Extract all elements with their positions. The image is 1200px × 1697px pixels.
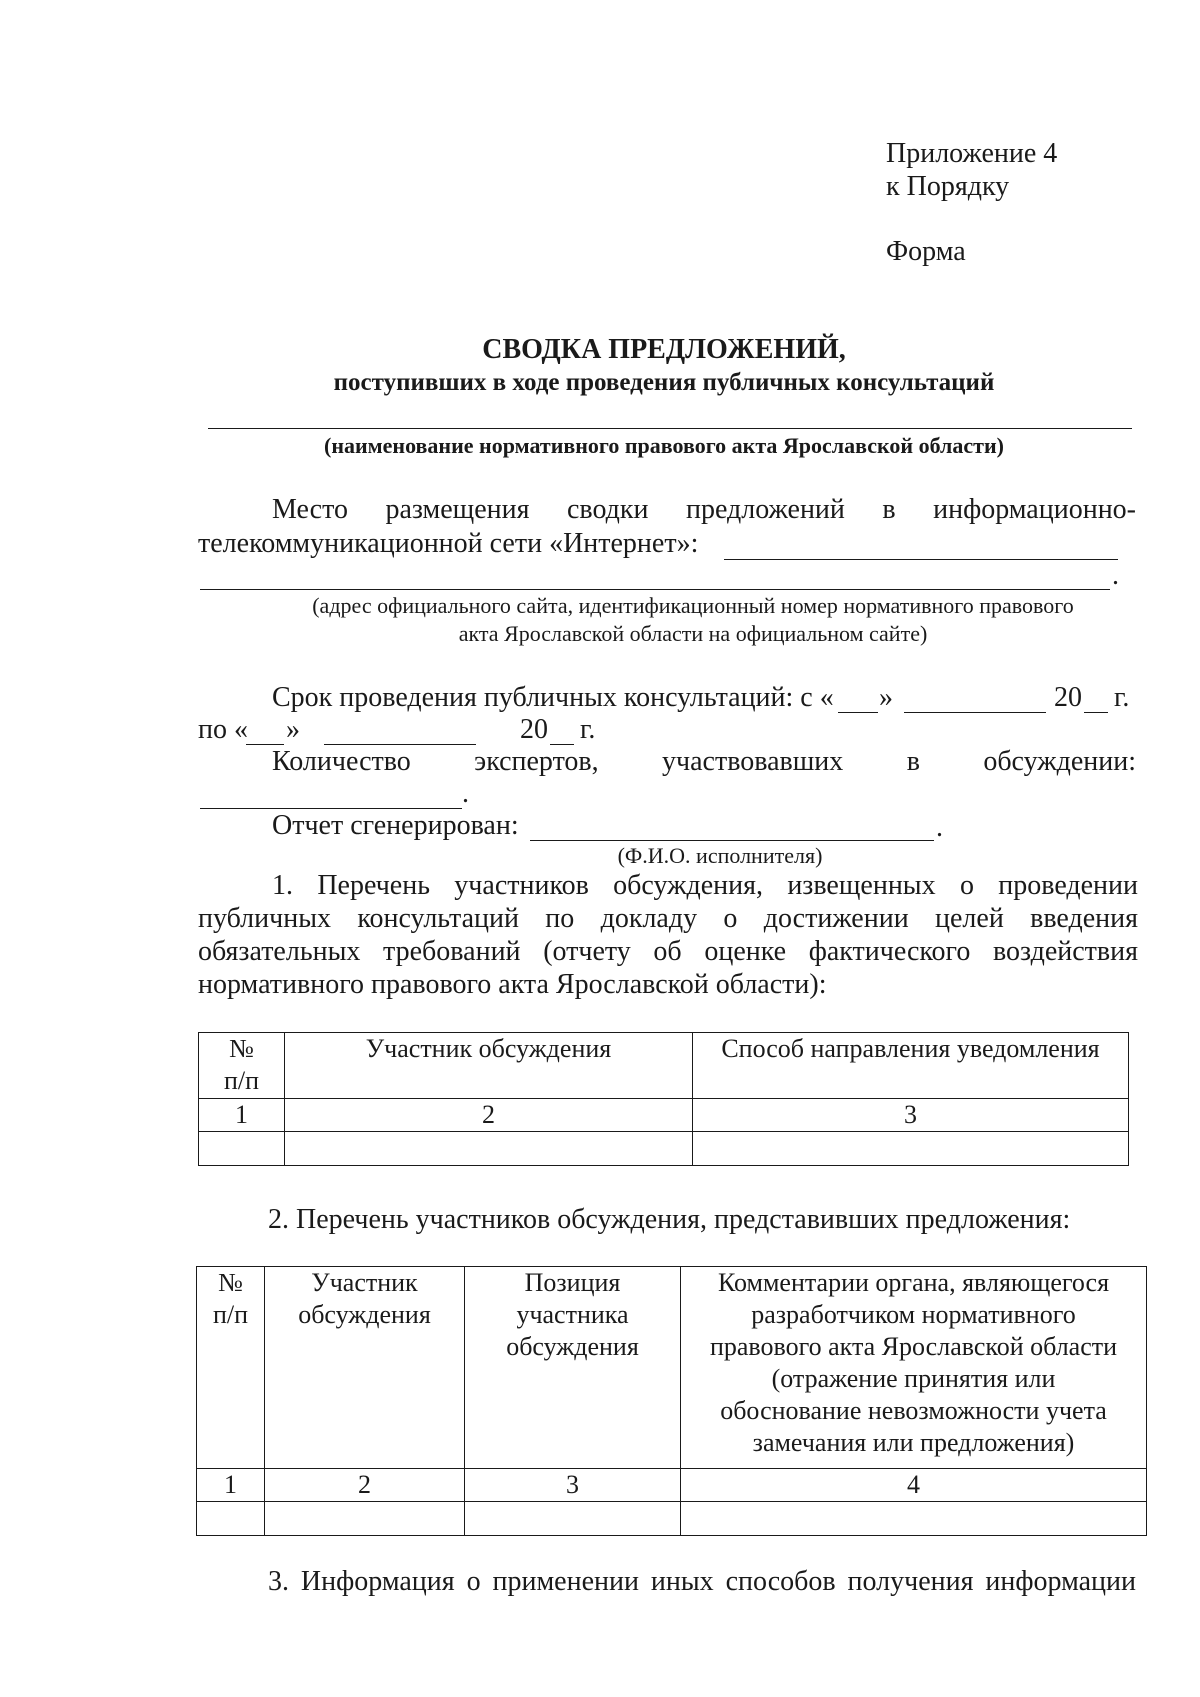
placement-line2: телекоммуникационной сети «Интернет»: — [198, 528, 699, 559]
table-row — [199, 1132, 1129, 1166]
document-subtitle: поступивших в ходе проведения публичных консультаций — [333, 369, 995, 396]
experts-word: в — [906, 746, 920, 777]
term-year-prefix: 20 — [1054, 682, 1082, 713]
section1-line: 1. Перечень участников обсуждения, извещенных о проведении — [272, 870, 1138, 901]
experts-word: участвовавших — [662, 746, 844, 777]
section2-text: 2. Перечень участников обсуждения, представивших предложения: — [268, 1204, 1071, 1235]
header-participant: Участник обсуждения — [285, 1033, 693, 1099]
placement-word: размещения — [385, 494, 530, 525]
column-number: 1 — [197, 1469, 265, 1502]
header-number: № п/п — [197, 1267, 265, 1469]
header-participant-position: Позиция участника обсуждения — [465, 1267, 681, 1469]
placement-word: Место — [272, 494, 348, 525]
term-po-close-quote: » — [286, 714, 300, 745]
appendix-label: Приложение 4 — [886, 138, 1058, 169]
column-number: 2 — [285, 1099, 693, 1132]
order-label: к Порядку — [886, 171, 1010, 202]
placement-line1 — [272, 494, 1136, 526]
act-name-caption: (наименование нормативного правового акта Ярославской области) — [324, 433, 1004, 458]
experts-line — [272, 746, 1136, 778]
executor-name-blank — [530, 840, 934, 841]
experts-word: обсуждении: — [983, 746, 1136, 777]
site-caption-line2: акта Ярославской области на официальном сайте) — [458, 621, 928, 646]
experts-word: экспертов, — [474, 746, 599, 777]
term-po-day-blank — [246, 744, 284, 745]
term-day-blank — [838, 712, 878, 713]
internet-address-line-2 — [200, 589, 1110, 590]
term-month-blank — [904, 712, 1046, 713]
placement-word: в — [882, 494, 896, 525]
table-number-row — [199, 1099, 1129, 1132]
term-year-suffix: г. — [1114, 682, 1130, 713]
term-close-quote: » — [879, 682, 893, 713]
internet-address-line — [724, 559, 1118, 560]
column-number: 3 — [465, 1469, 681, 1502]
term-po-year-prefix: 20 — [520, 714, 548, 745]
document-title: СВОДКА ПРЕДЛОЖЕНИЙ, — [482, 334, 846, 365]
table-cell[interactable] — [693, 1132, 1129, 1166]
header-participant: Участник обсуждения — [265, 1267, 465, 1469]
proposals-table — [196, 1266, 1147, 1536]
executor-caption: (Ф.И.О. исполнителя) — [617, 843, 823, 868]
column-number: 4 — [681, 1469, 1147, 1502]
header-developer-comments: Комментарии органа, являющегося разработчиком нормативного правового акта Ярославской области (отражение принятия или обоснование невозможности учета замечания или предложения) — [681, 1267, 1147, 1469]
section1-line: нормативного правового акта Ярославской области): — [198, 969, 827, 1000]
report-label: Отчет сгенерирован: — [272, 810, 519, 841]
section1-line: обязательных требований (отчету об оценке фактического воздействия — [198, 936, 1138, 967]
table-number-row — [197, 1469, 1147, 1502]
term-label: Срок проведения публичных консультаций: с « — [272, 682, 834, 713]
notified-participants-table — [198, 1032, 1129, 1166]
table-cell[interactable] — [265, 1502, 465, 1536]
table-cell[interactable] — [197, 1502, 265, 1536]
table-cell[interactable] — [465, 1502, 681, 1536]
form-label: Форма — [886, 236, 966, 267]
table-cell[interactable] — [199, 1132, 285, 1166]
section1-line: публичных консультаций по докладу о достижении целей введения — [198, 903, 1138, 934]
header-number: № п/п — [199, 1033, 285, 1099]
term-year-blank — [1084, 712, 1108, 713]
experts-count-blank — [200, 808, 462, 809]
column-number: 2 — [265, 1469, 465, 1502]
table-row — [197, 1502, 1147, 1536]
column-number: 3 — [693, 1099, 1129, 1132]
placement-period: . — [1112, 560, 1119, 591]
table-header-row — [199, 1033, 1129, 1099]
column-number: 1 — [199, 1099, 285, 1132]
table-header-row — [197, 1267, 1147, 1469]
section3-text: 3. Информация о применении иных способов получения информации — [268, 1566, 1136, 1597]
term-po-label: по « — [198, 714, 248, 745]
term-po-year-suffix: г. — [580, 714, 596, 745]
placement-word: информационно- — [933, 494, 1136, 525]
act-name-line — [208, 428, 1132, 429]
placement-word: сводки — [567, 494, 649, 525]
experts-word: Количество — [272, 746, 411, 777]
term-po-year-blank — [550, 744, 574, 745]
placement-word: предложений — [685, 494, 845, 525]
table-cell[interactable] — [681, 1502, 1147, 1536]
term-po-month-blank — [324, 744, 476, 745]
table-cell[interactable] — [285, 1132, 693, 1166]
site-caption-line1: (адрес официального сайта, идентификационный номер нормативного правового — [312, 593, 1074, 618]
header-notification-method: Способ направления уведомления — [693, 1033, 1129, 1099]
experts-period: . — [462, 778, 469, 809]
report-period: . — [936, 812, 943, 843]
